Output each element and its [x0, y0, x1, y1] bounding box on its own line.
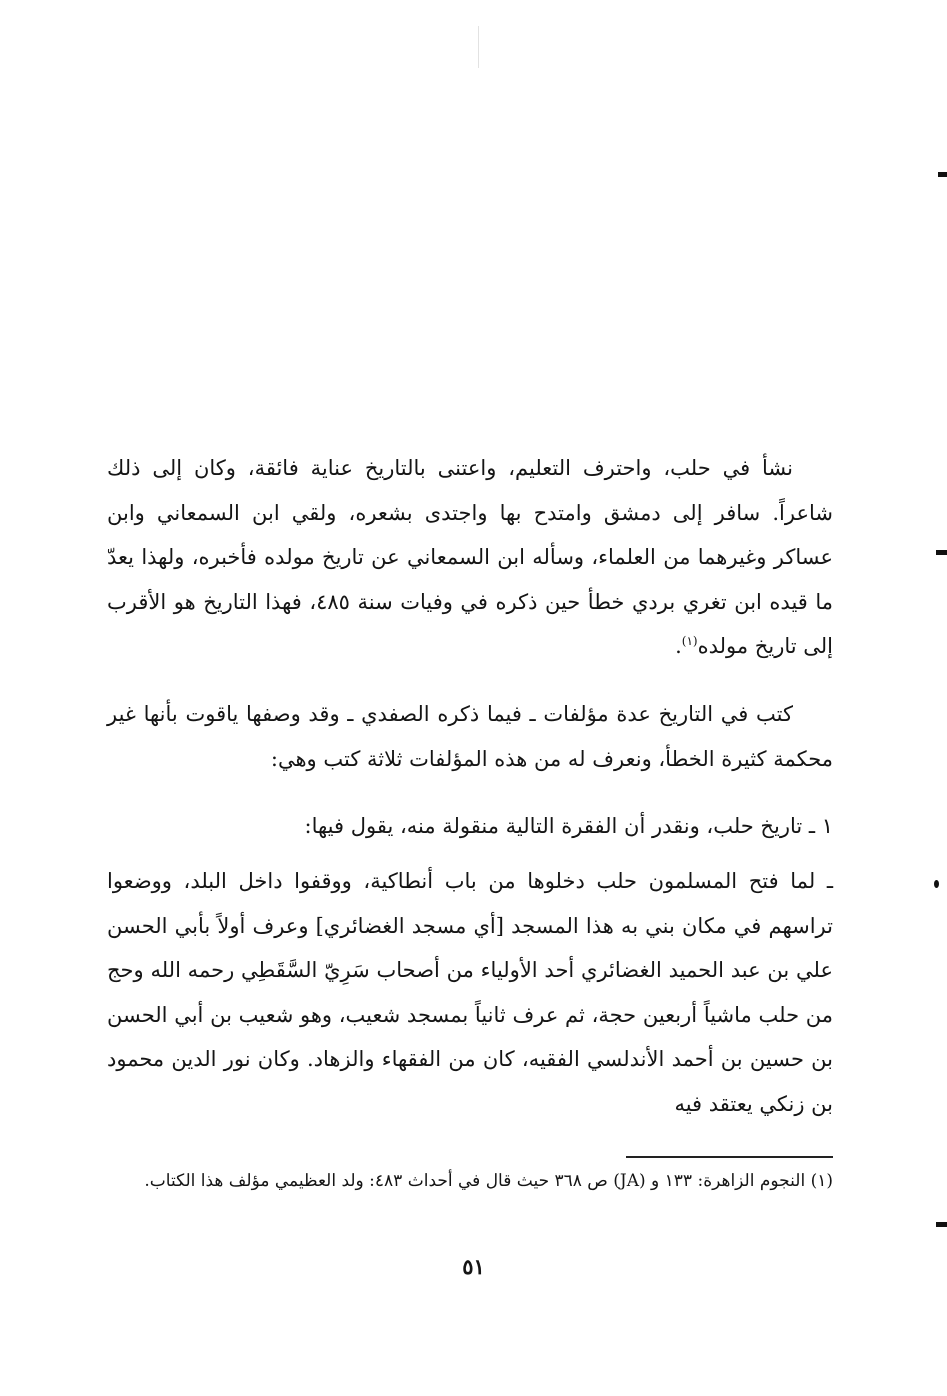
scan-edge-mark	[936, 1222, 947, 1227]
footnote-divider	[626, 1156, 833, 1158]
footnote: (١) النجوم الزاهرة: ١٣٣ و (JA) ص ٣٦٨ حيث قال في أحداث ٤٨٣: ولد العظيمي مؤلف هذا الكتاب.	[144, 1171, 833, 1191]
scan-edge-mark	[938, 172, 947, 177]
paragraph-birth	[107, 446, 833, 669]
scan-fold-line	[478, 26, 479, 68]
footnote-reference[interactable]: (١)	[681, 634, 698, 648]
paragraph-birth-text: نشأ في حلب، واحترف التعليم، واعتنى بالتاريخ عناية فائقة، وكان إلى ذلك شاعراً. سافر إلى دمشق وامتدح بها واجتدى بشعره، ولقي ابن السمعاني وابن عساكر وغيرهما من العلماء، وسأله ابن السمعاني عن تاريخ مولده فأخبره، ولهذا يعدّ ما قيده ابن تغري بردي خطأ حين ذكره في وفيات سنة ٤٨٥، فهذا التاريخ هو الأقرب إلى تاريخ مولده	[107, 456, 833, 658]
scan-edge-mark	[934, 880, 939, 888]
paragraph-works: كتب في التاريخ عدة مؤلفات ـ فيما ذكره الصفدي ـ وقد وصفها ياقوت بأنها غير محكمة كثيرة الخطأ، ونعرف له من هذه المؤلفات ثلاثة كتب وهي:	[107, 702, 833, 771]
paragraph-birth-end: .	[675, 634, 682, 658]
list-item-history-of-aleppo: ١ ـ تاريخ حلب، ونقدر أن الفقرة التالية منقولة منه، يقول فيها:	[304, 814, 833, 838]
scan-edge-mark	[936, 550, 947, 555]
page-number: ٥١	[462, 1254, 485, 1279]
quotation-block: ـ لما فتح المسلمون حلب دخلوها من باب أنطاكية، ووقفوا داخل البلد، ووضعوا تراسهم في مكان بني به هذا المسجد [أي مسجد الغضائري] وعرف أولاً بأبي الحسن علي بن عبد الحميد الغضائري أحد الأولياء من أصحاب سَرِيّ السَّقَطِي رحمه الله وحج من حلب ماشياً أربعين حجة، ثم عرف ثانياً بمسجد شعيب، وهو شعيب بن أبي الحسن بن حسين بن أحمد الأندلسي الفقيه، كان من الفقهاء والزهاد. وكان نور الدين محمود بن زنكي يعتقد فيه	[107, 869, 833, 1116]
